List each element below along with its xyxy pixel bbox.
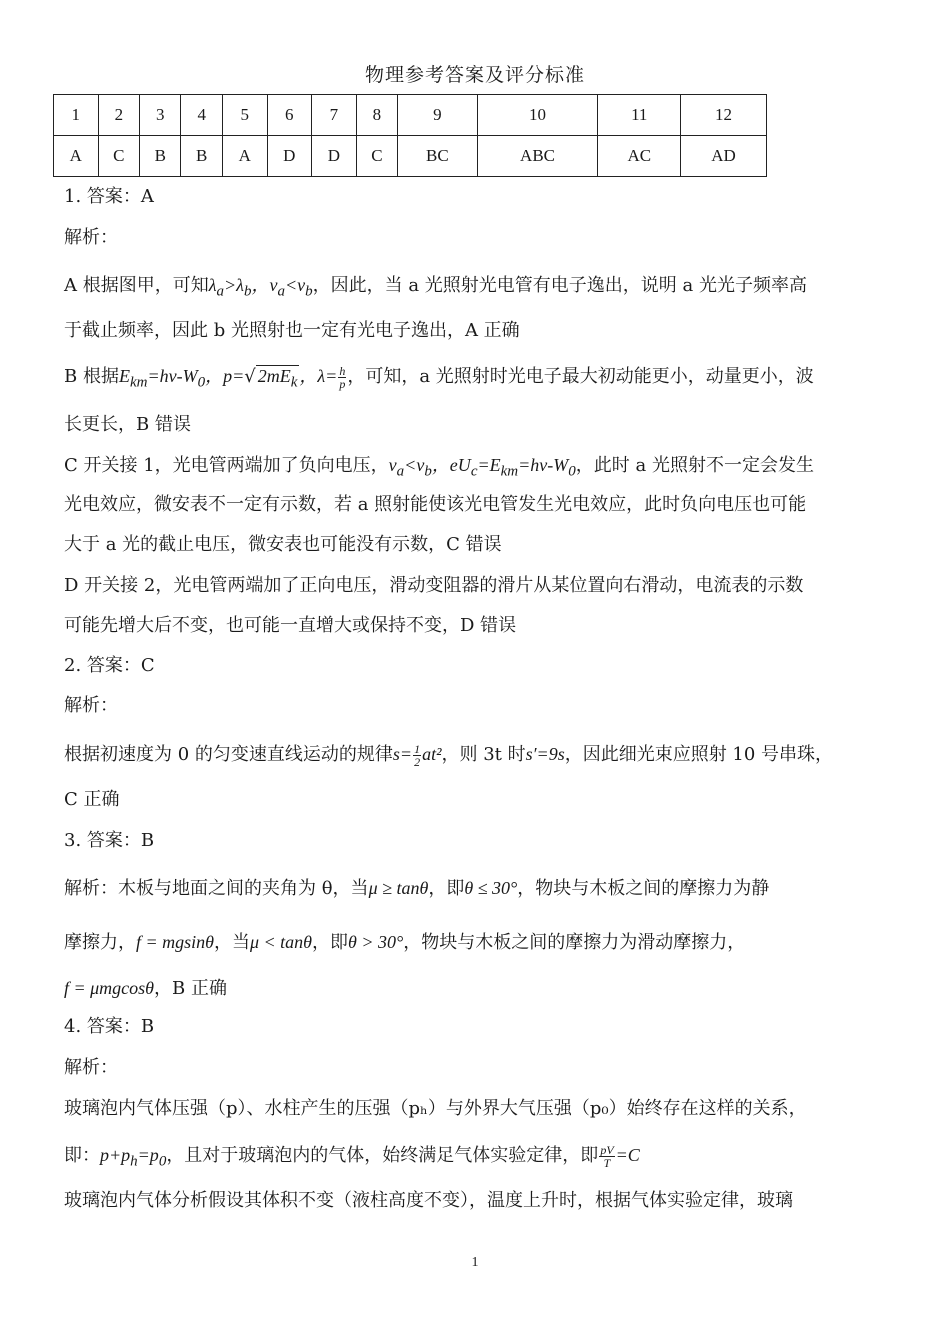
fraction-denominator: T [603, 1155, 611, 1170]
fraction-denominator: p [339, 376, 346, 391]
math-run: >λ [224, 275, 244, 295]
table-cell: 5 [222, 95, 267, 136]
text-run: ，即 [312, 932, 349, 953]
table-cell: 6 [267, 95, 312, 136]
q2-analysis-label: 解析： [64, 695, 118, 716]
math-run: v [388, 455, 397, 475]
q4-analysis-label: 解析： [64, 1057, 118, 1078]
q1-analysis-label: 解析： [64, 227, 118, 248]
table-cell: 4 [181, 95, 222, 136]
text-run: ，因此细光束应照射 10 号串珠， [564, 744, 834, 765]
math-sub: km [129, 374, 148, 391]
q2-analysis-line1 [64, 742, 904, 768]
q1-option-c-line3: 大于 a 光的截止电压，微安表也可能没有示数，C 错误 [64, 534, 502, 555]
math-run: p+p [100, 1145, 131, 1165]
text-run: B 根据 [64, 366, 119, 387]
math-run: ，p= [205, 366, 245, 386]
text-run: A 根据图甲，可知 [64, 275, 209, 296]
math-sub: b [243, 283, 252, 300]
table-cell: 1 [54, 95, 99, 136]
math-run: =E [477, 455, 501, 475]
table-cell: D [267, 136, 312, 177]
q1-option-c-line1 [64, 453, 904, 484]
math-sub: 0 [568, 463, 576, 480]
text-run: ，此时 a 光照射不一定会发生 [575, 455, 814, 476]
q2-answer: 2. 答案：C [64, 655, 155, 676]
math-sub: h [130, 1153, 138, 1170]
math-run: ，λ= [299, 366, 338, 386]
text-run: ，即 [428, 878, 465, 899]
q1-option-d-line1: D 开关接 2，光电管两端加了正向电压，滑动变阻器的滑片从某位置向右滑动，电流表的示数 [64, 575, 804, 596]
q1-option-c-line2: 光电效应，微安表不一定有示数，若 a 照射能使该光电管发生光电效应，此时负向电压也可能 [64, 494, 807, 515]
text-run: ，因此，当 a 光照射光电管有电子逸出，说明 a 光光子频率高 [312, 275, 807, 296]
math-run: =p [137, 1145, 159, 1165]
math-sub: 0 [197, 374, 206, 391]
math-run: s= [392, 744, 413, 764]
q4-analysis-line1: 玻璃泡内气体压强（p）、水柱产生的压强（pₕ）与外界大气压强（p₀）始终存在这样的关系， [64, 1098, 807, 1119]
table-cell: 11 [598, 95, 681, 136]
table-cell: 10 [477, 95, 598, 136]
fraction [599, 1144, 614, 1169]
math-sub: 0 [158, 1153, 167, 1170]
math-sub: c [470, 463, 478, 480]
math-sub: k [290, 374, 298, 391]
table-cell: D [312, 136, 357, 177]
math-run: 2mE [257, 366, 291, 386]
text-run: ，B 正确 [154, 978, 227, 999]
math-run: <v [284, 275, 306, 295]
text-run: C 开关接 1，光电管两端加了负向电压， [64, 455, 389, 476]
text-run: ，物块与木板之间的摩擦力为静 [517, 878, 770, 899]
math-run: ，v [251, 275, 278, 295]
q4-answer: 4. 答案：B [64, 1016, 155, 1037]
fraction-denominator: 2 [414, 754, 421, 769]
fraction [413, 743, 421, 768]
fraction-numerator: 1 [414, 741, 421, 756]
table-cell: B [140, 136, 181, 177]
q1-option-d-line2: 可能先增大后不变，也可能一直增大或保持不变，D 错误 [64, 615, 517, 636]
table-cell: C [356, 136, 397, 177]
q3-analysis-line2 [64, 930, 904, 955]
table-cell: A [222, 136, 267, 177]
text-run: 解析：木板与地面之间的夹角为 θ，当 [64, 878, 369, 899]
text-run: ，且对于玻璃泡内的气体，始终满足气体实验定律，即 [166, 1145, 599, 1166]
table-cell: 2 [98, 95, 139, 136]
q4-analysis-line2 [64, 1143, 904, 1174]
table-cell: 8 [356, 95, 397, 136]
fraction-numerator: h [339, 363, 346, 378]
math-run: at² [422, 744, 442, 764]
math-sub: b [305, 283, 313, 300]
table-cell: 3 [140, 95, 181, 136]
answer-table [53, 94, 767, 177]
table-cell: BC [398, 136, 478, 177]
answer-table-number-row [54, 95, 767, 136]
answer-table-answer-row [54, 136, 767, 177]
math-run: f = μmgcosθ [64, 978, 155, 998]
math-run: μ ≥ tanθ [368, 878, 429, 898]
q1-answer: 1. 答案：A [64, 186, 154, 207]
q1-option-b-line2: 长更长，B 错误 [64, 414, 191, 435]
math-sub: a [216, 283, 225, 300]
table-cell: A [54, 136, 99, 177]
table-cell: C [98, 136, 139, 177]
math-run: θ > 30° [348, 932, 404, 952]
page-number: 1 [471, 1255, 479, 1270]
sqrt-expression [256, 365, 300, 391]
table-cell: 7 [312, 95, 357, 136]
math-run: f = mgsinθ [136, 932, 214, 952]
q1-option-b-line1: B 根据$E_{km}=h\nu-W_0$，p=√ $2mE_k$ ，λ= $\frac{h}{p}$ ，可知，a 光照射时光电子最大初动能更小，动量更小，波 [64, 363, 814, 391]
math-run: <v [404, 455, 425, 475]
text-run: ，则 3t 时 [441, 744, 526, 765]
fraction [338, 365, 346, 390]
math-run: ，eU [431, 455, 471, 475]
q3-analysis-line1 [64, 876, 904, 901]
table-cell: ABC [477, 136, 598, 177]
math-run: E [118, 366, 130, 386]
q1-option-a-line1 [64, 273, 904, 304]
math-run: λ [208, 275, 217, 295]
text-run: ，可知，a 光照射时光电子最大初动能更小，动量更小，波 [347, 366, 814, 387]
math-sub: km [500, 463, 519, 480]
table-cell: B [181, 136, 222, 177]
text-run: ，物块与木板之间的摩擦力为滑动摩擦力， [403, 932, 746, 953]
math-sub: a [396, 463, 405, 480]
math-run: θ ≤ 30° [464, 878, 518, 898]
q1-option-a-line2: 于截止频率，因此 b 光照射也一定有光电子逸出，A 正确 [64, 320, 520, 341]
table-cell: AD [681, 136, 767, 177]
q2-analysis-line2: C 正确 [64, 789, 120, 810]
table-cell: 12 [681, 95, 767, 136]
math-sub: a [277, 283, 285, 300]
math-run: s′=9s [525, 744, 565, 764]
text-run: 摩擦力， [64, 932, 136, 953]
table-cell: 9 [398, 95, 478, 136]
q3-analysis-line3 [64, 976, 904, 1001]
text-run: 根据初速度为 0 的匀变速直线运动的规律 [64, 744, 393, 765]
math-run: =hν-W [147, 366, 198, 386]
math-sub: b [424, 463, 432, 480]
q4-analysis-line3: 玻璃泡内气体分析假设其体积不变（液柱高度不变），温度上升时，根据气体实验定律，玻璃 [64, 1190, 793, 1211]
math-run: =hν-W [518, 455, 569, 475]
page-title: 物理参考答案及评分标准 [364, 64, 585, 86]
math-run: μ < tanθ [250, 932, 313, 952]
math-run: =C [615, 1145, 640, 1165]
fraction-numerator: pV [600, 1142, 614, 1157]
text-run: ，当 [214, 932, 250, 953]
text-run: 即： [64, 1145, 100, 1166]
q3-answer: 3. 答案：B [64, 830, 155, 851]
table-cell: AC [598, 136, 681, 177]
